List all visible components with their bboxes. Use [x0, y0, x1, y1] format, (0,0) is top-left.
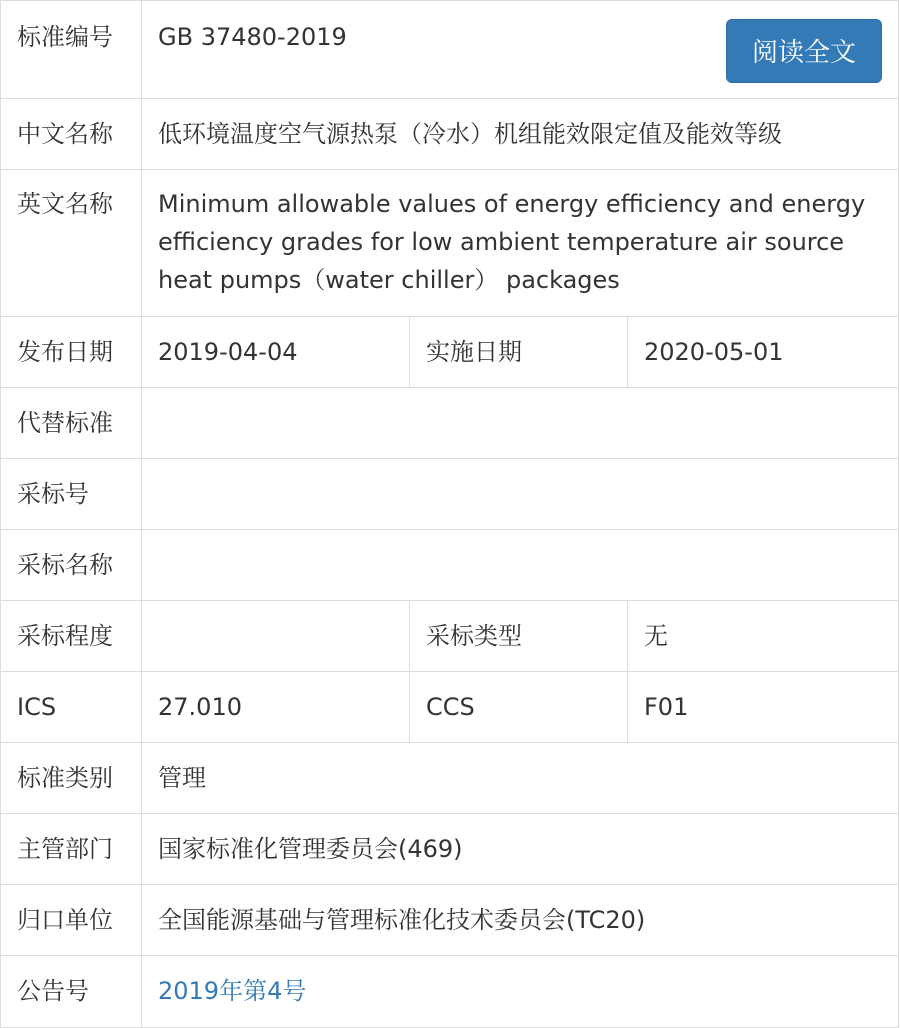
- value-standard-no-cell: [142, 1, 899, 99]
- value-ccs: F01: [628, 672, 899, 743]
- label-adopted-name: 采标名称: [1, 530, 142, 601]
- label-category: 标准类别: [1, 743, 142, 814]
- value-authority: 国家标准化管理委员会(469): [142, 814, 899, 885]
- label-cn-name: 中文名称: [1, 99, 142, 170]
- row-adopted-name: [1, 530, 899, 601]
- row-responsible-unit: [1, 885, 899, 956]
- label-standard-no: 标准编号: [1, 1, 142, 99]
- row-adoption: [1, 601, 899, 672]
- label-publish-date: 发布日期: [1, 317, 142, 388]
- value-en-name: Minimum allowable values of energy efficiency and energy efficiency grades for low ambient temperature air source heat pumps（water chiller） packages: [142, 170, 899, 317]
- label-en-name: 英文名称: [1, 170, 142, 317]
- label-responsible-unit: 归口单位: [1, 885, 142, 956]
- value-standard-no: GB 37480-2019: [158, 23, 347, 51]
- label-adopted-no: 采标号: [1, 459, 142, 530]
- row-classification: [1, 672, 899, 743]
- row-adopted-no: [1, 459, 899, 530]
- value-adopted-no: [142, 459, 899, 530]
- value-announcement-cell: [142, 956, 899, 1028]
- row-standard-no: [1, 1, 899, 99]
- label-implement-date: 实施日期: [410, 317, 628, 388]
- value-adoption-degree: [142, 601, 410, 672]
- announcement-link[interactable]: 2019年第4号: [158, 977, 307, 1005]
- label-replaces: 代替标准: [1, 388, 142, 459]
- value-ics: 27.010: [142, 672, 410, 743]
- value-responsible-unit: 全国能源基础与管理标准化技术委员会(TC20): [142, 885, 899, 956]
- label-ccs: CCS: [410, 672, 628, 743]
- standard-no-wrap: [158, 18, 882, 98]
- value-category: 管理: [142, 743, 899, 814]
- value-publish-date: 2019-04-04: [142, 317, 410, 388]
- row-dates: [1, 317, 899, 388]
- label-adoption-type: 采标类型: [410, 601, 628, 672]
- row-en-name: [1, 170, 899, 317]
- value-cn-name: 低环境温度空气源热泵（冷水）机组能效限定值及能效等级: [142, 99, 899, 170]
- row-replaces: [1, 388, 899, 459]
- value-adopted-name: [142, 530, 899, 601]
- read-full-text-button[interactable]: 阅读全文: [726, 19, 882, 83]
- value-adoption-type: 无: [628, 601, 899, 672]
- label-announcement: 公告号: [1, 956, 142, 1028]
- row-announcement: [1, 956, 899, 1028]
- row-category: [1, 743, 899, 814]
- value-replaces: [142, 388, 899, 459]
- row-cn-name: [1, 99, 899, 170]
- label-ics: ICS: [1, 672, 142, 743]
- row-authority: [1, 814, 899, 885]
- label-authority: 主管部门: [1, 814, 142, 885]
- label-adoption-degree: 采标程度: [1, 601, 142, 672]
- value-implement-date: 2020-05-01: [628, 317, 899, 388]
